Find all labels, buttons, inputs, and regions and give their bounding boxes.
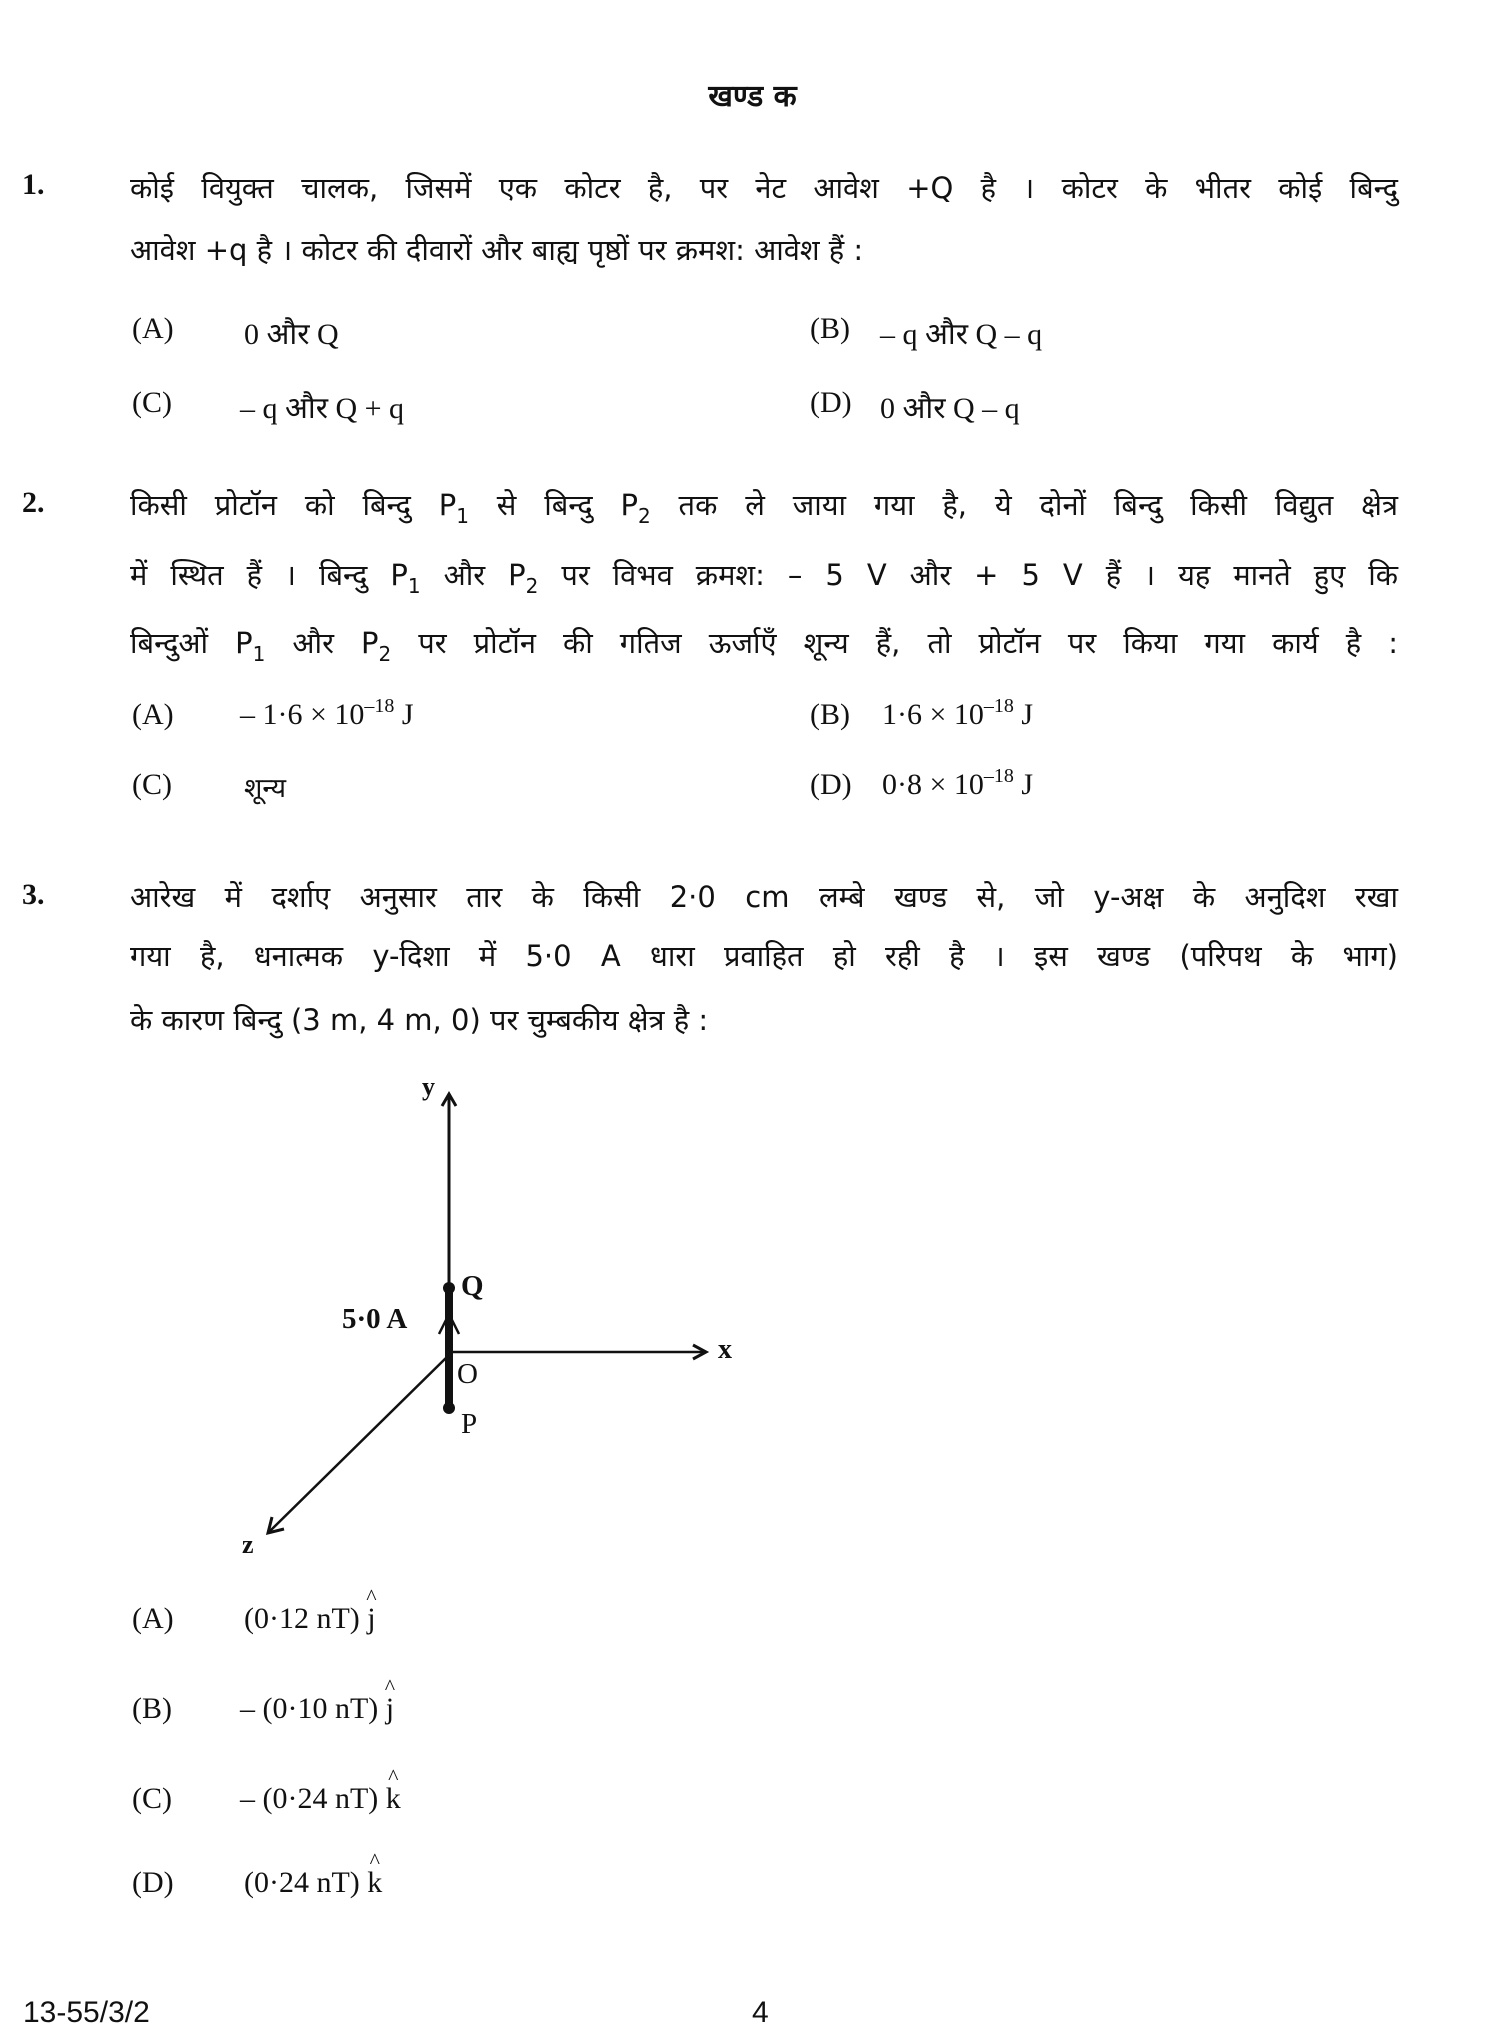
option-d-value: (0·24 nT) ^ k <box>244 1866 382 1900</box>
current-label: 5·0 A <box>342 1303 408 1335</box>
paper-code: 13-55/3/2 <box>23 1996 150 2029</box>
option-a-value: 0 और Q <box>244 318 339 351</box>
option-c-value: – (0·24 nT) ^ k <box>240 1782 401 1816</box>
option-label: (B) <box>810 312 850 345</box>
option-label: (A) <box>132 312 174 345</box>
x-axis-label: x <box>718 1334 732 1365</box>
option-label: (B) <box>810 698 850 731</box>
option-label: (D) <box>810 768 852 801</box>
point-p-dot <box>443 1402 455 1414</box>
option-c-value: शून्य <box>244 773 286 804</box>
point-q-label: Q <box>461 1270 484 1302</box>
origin-label: O <box>457 1358 478 1390</box>
question-number: 1. <box>22 168 45 201</box>
question-text-line: गया है, धनात्मक y-दिशा में 5·0 A धारा प्रवाहित हो रही है । इस खण्ड (परिपथ के भाग) <box>130 939 1398 973</box>
option-label: (D) <box>132 1866 174 1899</box>
unit-vector-j: ^ j <box>367 1602 375 1636</box>
option-b-value: $1\cdot 6 \times 10^{-18}$ J <box>882 695 1034 731</box>
question-text-line: आवेश +q है । कोटर की दीवारों और बाह्य पृष्ठों पर क्रमश: आवेश हैं : <box>130 233 864 267</box>
unit-vector-k: ^ k <box>367 1866 382 1900</box>
page-number: 4 <box>752 1996 769 2029</box>
option-label: (C) <box>132 386 172 419</box>
option-b-value: – (0·10 nT) ^ j <box>240 1692 394 1726</box>
option-label: (D) <box>810 386 852 419</box>
option-label: (B) <box>132 1692 172 1725</box>
question-text-line: में स्थित हैं । बिन्दु $P_1$ और $P_2$ पर विभव क्रमश: – 5 V और + 5 V हैं । यह मानते हुए कि <box>130 558 1399 598</box>
question-number: 3. <box>22 878 45 911</box>
y-axis-label: y <box>422 1072 435 1101</box>
option-d-value: 0 और Q – q <box>880 392 1020 425</box>
option-d-value: $0\cdot 8 \times 10^{-18}$ J <box>882 765 1034 801</box>
option-a-value: (0·12 nT) ^ j <box>244 1602 376 1636</box>
question-text-line: किसी प्रोटॉन को बिन्दु $P_1$ से बिन्दु $P_2$ तक ले जाया गया है, ये दोनों बिन्दु किसी विद्युत क्षेत्र <box>130 488 1398 528</box>
z-axis <box>270 1355 449 1531</box>
section-title: खण्ड क <box>708 79 797 114</box>
option-b-value: – q और Q – q <box>880 318 1043 351</box>
option-label: (A) <box>132 1602 174 1635</box>
question-text-line: के कारण बिन्दु (3 m, 4 m, 0) पर चुम्बकीय क्षेत्र है : <box>130 1003 709 1037</box>
option-c-value: – q और Q + q <box>240 392 405 425</box>
option-label: (A) <box>132 698 174 731</box>
unit-vector-k: ^ k <box>386 1782 401 1816</box>
point-p-label: P <box>461 1408 478 1440</box>
question-text-line: कोई वियुक्त चालक, जिसमें एक कोटर है, पर नेट आवेश +Q है । कोटर के भीतर कोई बिन्दु <box>130 171 1398 205</box>
z-axis-label: z <box>242 1530 254 1559</box>
question-number: 2. <box>22 486 45 519</box>
option-label: (C) <box>132 1782 172 1815</box>
point-q-dot <box>443 1282 455 1294</box>
question-text-line: बिन्दुओं $P_1$ और $P_2$ पर प्रोटॉन की गतिज ऊर्जाएँ शून्य हैं, तो प्रोटॉन पर किया गया कार्य है : <box>130 626 1399 666</box>
option-label: (C) <box>132 768 172 801</box>
unit-vector-j: ^ j <box>386 1692 394 1726</box>
option-b[interactable] <box>132 1692 172 1726</box>
option-a[interactable] <box>132 1602 174 1636</box>
option-a-value: – $1\cdot 6 \times 10^{-18}$ J <box>240 695 414 731</box>
option-c[interactable] <box>132 1782 172 1816</box>
option-d[interactable] <box>132 1866 174 1900</box>
question-text-line: आरेख में दर्शाए अनुसार तार के किसी 2·0 cm लम्बे खण्ड से, जो y-अक्ष के अनुदिश रखा <box>130 880 1398 914</box>
